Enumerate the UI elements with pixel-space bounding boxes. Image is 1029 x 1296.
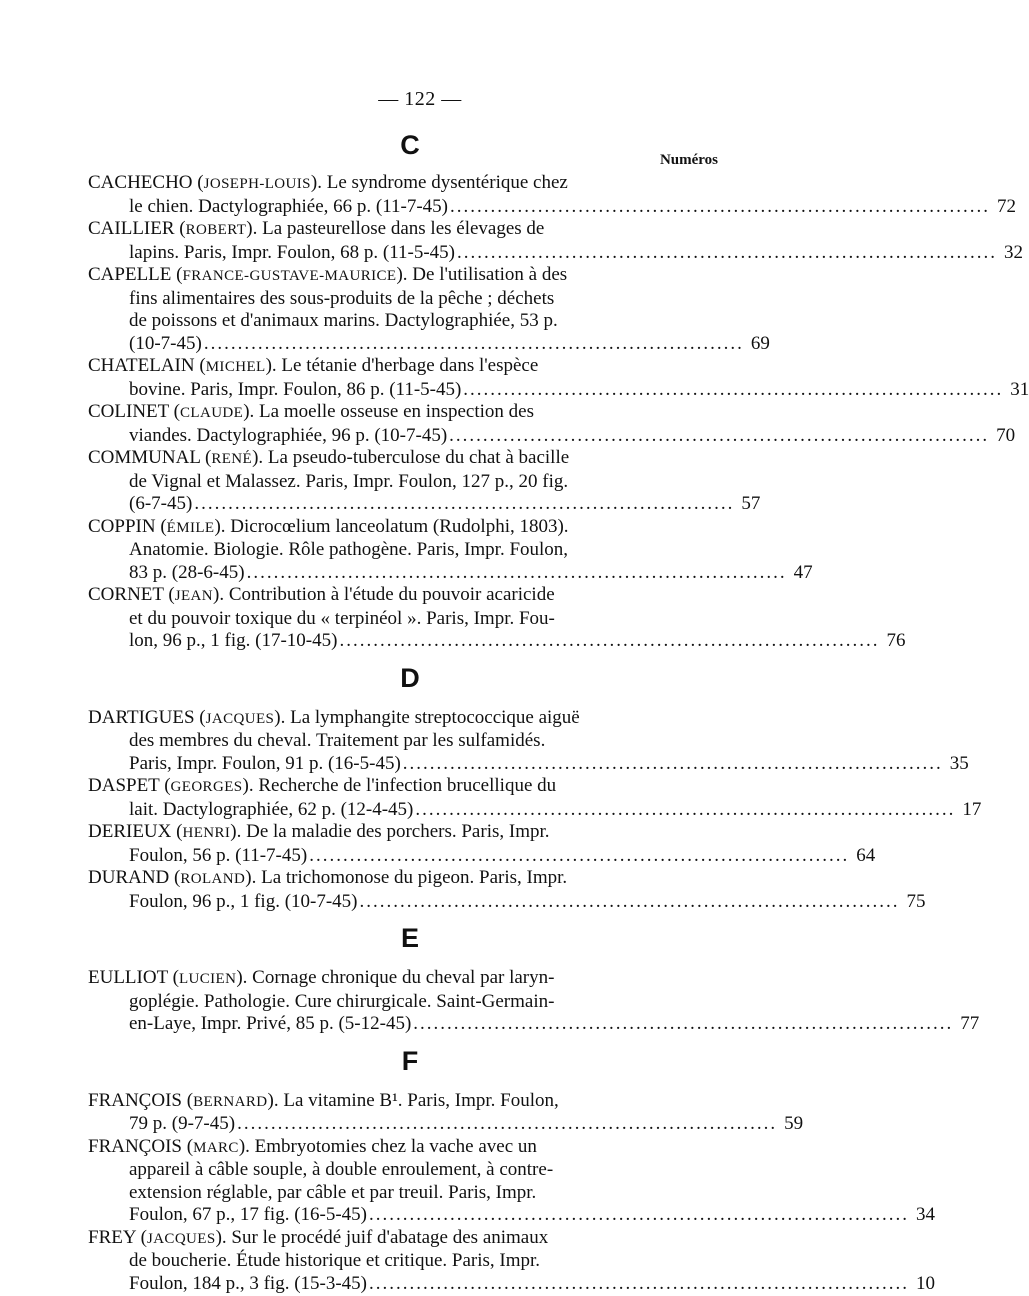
entry-line-text (129, 493, 192, 516)
entry-line (88, 401, 712, 425)
author-firstname: BERNARD (193, 1093, 268, 1110)
entry-line (88, 218, 712, 242)
entry-line (88, 707, 712, 731)
entry-text: ). Le tétanie d'herbage dans l'espèce (265, 355, 539, 376)
author-paren: ( (171, 821, 183, 842)
entry-line-text (129, 1113, 235, 1136)
author-surname: DASPET (88, 775, 160, 796)
author-surname: DARTIGUES (88, 706, 195, 728)
author-surname: FRANÇOIS (88, 1135, 182, 1157)
author-paren: ( (171, 264, 183, 285)
entry-line-text (129, 242, 455, 265)
author-paren: ( (155, 515, 167, 537)
entry-line-text (129, 845, 307, 868)
entry-line (88, 332, 770, 356)
entry-line-text (129, 630, 337, 653)
entry-number: 47 (793, 561, 813, 583)
entry-text: de Vignal et Malassez. Paris, Impr. Foulon, 127 p., 20 fig. (129, 470, 569, 492)
entry-line-text (129, 891, 358, 914)
entry-line (88, 752, 969, 776)
entry-text: ). Dicrocœlium lanceolatum (Rudolphi, 1803). (214, 515, 569, 537)
entry-text: ). De la maladie des porchers. Paris, Impr. (230, 821, 550, 842)
entry-line (88, 1204, 936, 1227)
entry-line (88, 1159, 712, 1182)
entry-text: (6-7-45) (129, 493, 193, 514)
entry-text: ). Sur le procédé juif d'abatage des animaux (215, 1226, 549, 1248)
index-body (88, 130, 1029, 1295)
author-surname: COMMUNAL (88, 447, 201, 468)
entry-line (88, 1182, 712, 1205)
author-firstname: FRANCE-GUSTAVE-MAURICE (182, 268, 397, 284)
author-firstname: MICHEL (205, 359, 266, 375)
author-paren: ( (159, 775, 171, 796)
leader-dots: ................................................................................ (359, 890, 900, 912)
entry-line (88, 584, 712, 608)
entry-line (88, 608, 712, 631)
entry-text: lon, 96 p., 1 fig. (17-10-45) (129, 630, 338, 651)
entry-number: 34 (916, 1204, 936, 1225)
entry-number: 72 (997, 195, 1017, 217)
author-paren: ( (192, 172, 204, 193)
entry-text: viandes. Dactylographiée, 96 p. (10-7-45) (129, 424, 448, 446)
leader-dots: ................................................................................ (246, 561, 787, 583)
entry-line-text (129, 799, 413, 822)
entry-text: bovine. Paris, Impr. Foulon, 86 p. (11-5-45) (129, 378, 462, 400)
author-firstname: ROBERT (185, 222, 247, 238)
entry-line (88, 1013, 980, 1036)
entry-text: ). Contribution à l'étude du pouvoir acaricide (213, 584, 555, 605)
numbers-column-heading: Numéros (659, 152, 718, 168)
author-surname: CHATELAIN (88, 355, 195, 376)
entry-line-text (129, 196, 448, 219)
author-surname: CACHECHO (88, 172, 193, 193)
entry-text: Foulon, 96 p., 1 fig. (10-7-45) (129, 890, 358, 912)
author-paren: ( (163, 584, 175, 605)
entry-text: 79 p. (9-7-45) (129, 1113, 236, 1134)
author-surname: FREY (88, 1226, 136, 1248)
entry-text: Anatomie. Biologie. Rôle pathogène. Paris, Impr. Foulon, (129, 539, 569, 560)
leader-dots: ................................................................................ (413, 1013, 954, 1034)
entry-text: ). Le syndrome dysentérique chez (310, 172, 568, 193)
entry-line (88, 310, 712, 333)
entry-text: ). La trichomonose du pigeon. Paris, Impr. (245, 867, 568, 888)
leader-dots: ................................................................................ (194, 493, 735, 514)
leader-dots: ................................................................................ (463, 378, 1004, 400)
entry-text: et du pouvoir toxique du « terpinéol ». Paris, Impr. Fou- (129, 607, 555, 629)
index-entry (88, 967, 980, 1036)
author-paren: ( (167, 967, 179, 988)
index-entry (88, 821, 876, 867)
author-paren: ( (169, 867, 181, 888)
section-letter: C (400, 130, 420, 160)
entry-text: goplégie. Pathologie. Cure chirurgicale. Saint-Germain- (129, 990, 555, 1012)
index-entry (88, 264, 770, 355)
author-firstname: ÉMILE (166, 519, 215, 536)
index-entry (88, 1226, 936, 1296)
entry-text: ). La moelle osseuse en inspection des (243, 401, 534, 422)
leader-dots: ................................................................................ (402, 752, 943, 774)
index-entry (88, 515, 813, 585)
entry-line (88, 821, 712, 845)
entry-text: fins alimentaires des sous-produits de la pêche ; déchets (129, 287, 555, 309)
author-paren: ( (194, 355, 206, 376)
index-entry (88, 401, 1016, 447)
author-firstname: JOSEPH-LOUIS (203, 176, 311, 192)
author-firstname: JEAN (174, 588, 214, 604)
page-number: — 122 — (378, 88, 462, 110)
entry-number: 35 (949, 752, 969, 774)
author-surname: COPPIN (88, 515, 156, 537)
entry-line (88, 630, 906, 653)
entry-line-text (129, 425, 447, 448)
entry-text: (10-7-45) (129, 332, 202, 354)
author-surname: DERIEUX (88, 821, 172, 842)
entry-number: 70 (996, 424, 1016, 446)
author-surname: FRANÇOIS (88, 1089, 182, 1111)
leader-dots: ................................................................................ (369, 1272, 910, 1294)
entry-line (88, 241, 1023, 265)
entry-line (88, 288, 712, 311)
entry-line (88, 730, 712, 753)
entry-number: 77 (960, 1013, 980, 1034)
entry-text: de poissons et d'animaux marins. Dactylographiée, 53 p. (129, 310, 558, 331)
author-paren: ( (174, 218, 186, 239)
entry-line (88, 1136, 712, 1160)
index-entry (88, 867, 926, 913)
entry-line (88, 195, 1017, 219)
entry-text: en-Laye, Impr. Privé, 85 p. (5-12-45) (129, 1013, 412, 1034)
author-firstname: CLAUDE (180, 405, 244, 421)
index-entry (88, 1135, 936, 1227)
entry-line-text (129, 333, 202, 356)
author-firstname: RENÉ (211, 451, 253, 467)
index-entry (88, 1089, 804, 1136)
leader-dots: ................................................................................ (237, 1113, 778, 1134)
author-firstname: ROLAND (180, 871, 246, 887)
entry-number: 32 (1003, 241, 1023, 263)
leader-dots: ................................................................................ (415, 798, 956, 820)
index-entry (88, 775, 982, 821)
author-firstname: HENRI (182, 825, 231, 841)
entry-line (88, 493, 761, 516)
entry-line (88, 447, 712, 471)
entry-line-text (129, 753, 401, 776)
author-paren: ( (181, 1089, 194, 1111)
author-firstname: MARC (193, 1139, 239, 1156)
leader-dots: ................................................................................ (456, 241, 997, 263)
index-entry (88, 584, 906, 653)
entry-number: 17 (962, 798, 982, 820)
entry-line (88, 991, 712, 1014)
entry-line (88, 561, 813, 585)
entry-line (88, 264, 712, 288)
entry-line (88, 1090, 712, 1114)
entry-line (88, 967, 712, 991)
section-letter: F (401, 1045, 419, 1076)
index-entry (88, 447, 761, 516)
entry-text: Foulon, 56 p. (11-7-45) (129, 844, 308, 866)
leader-dots: ................................................................................ (203, 332, 744, 354)
entry-line-text (129, 379, 461, 402)
entry-number: 10 (916, 1272, 936, 1294)
author-surname: CAILLIER (88, 218, 175, 239)
document-page (88, 88, 1029, 1295)
entry-line-text (129, 1204, 367, 1227)
entry-line-text (129, 562, 245, 585)
entry-line (88, 424, 1016, 448)
author-paren: ( (168, 401, 180, 422)
entry-text: Foulon, 67 p., 17 fig. (16-5-45) (129, 1204, 368, 1225)
entry-line-text (129, 1273, 367, 1296)
author-paren: ( (181, 1135, 194, 1157)
entry-line (88, 1272, 936, 1296)
author-surname: DURAND (88, 867, 170, 888)
entry-text: extension réglable, par câble et par treuil. Paris, Impr. (129, 1181, 537, 1203)
entry-line (88, 890, 926, 914)
leader-dots: ................................................................................ (449, 424, 990, 446)
entry-number: 31 (1010, 378, 1029, 400)
author-surname: CORNET (88, 584, 164, 605)
author-surname: CAPELLE (88, 264, 172, 285)
entry-number: 75 (906, 890, 926, 912)
entry-line (88, 471, 712, 494)
entry-text: ). La lymphangite streptococcique aiguë (274, 706, 580, 728)
entry-text: ). Cornage chronique du cheval par laryn- (236, 967, 555, 988)
entry-line-text (129, 1013, 411, 1036)
entry-text: ). La pasteurellose dans les élevages de (246, 218, 545, 239)
section-letter: E (400, 923, 419, 953)
entry-line (88, 844, 876, 868)
leader-dots: ................................................................................ (339, 630, 880, 651)
entry-line (88, 867, 712, 891)
entry-text: ). La vitamine B¹. Paris, Impr. Foulon, (267, 1089, 559, 1111)
entry-text: le chien. Dactylographiée, 66 p. (11-7-45) (129, 195, 449, 217)
index-entry (88, 355, 1029, 401)
index-entry (88, 218, 1023, 264)
entry-number: 76 (886, 630, 906, 651)
entry-line (88, 1250, 712, 1273)
entry-text: des membres du cheval. Traitement par les sulfamidés. (129, 730, 546, 751)
index-entry (88, 172, 1017, 218)
entry-text: lapins. Paris, Impr. Foulon, 68 p. (11-5-45) (129, 241, 455, 263)
author-paren: ( (194, 706, 206, 728)
author-firstname: LUCIEN (178, 971, 237, 987)
entry-text: ). La pseudo-tuberculose du chat à bacille (252, 447, 570, 468)
author-firstname: GEORGES (170, 779, 243, 795)
entry-text: Paris, Impr. Foulon, 91 p. (16-5-45) (129, 752, 401, 774)
entry-line (88, 355, 712, 379)
entry-line (88, 798, 982, 822)
entry-text: ). Recherche de l'infection brucellique du (242, 775, 557, 796)
section-letter: D (400, 662, 420, 693)
entry-text: lait. Dactylographiée, 62 p. (12-4-45) (129, 798, 414, 820)
author-surname: COLINET (88, 401, 169, 422)
entry-text: appareil à câble souple, à double enroulement, à contre- (129, 1159, 554, 1180)
entry-number: 59 (784, 1113, 804, 1134)
entry-line (88, 516, 712, 540)
entry-number: 69 (750, 332, 770, 354)
entry-text: ). Embryotomies chez la vache avec un (238, 1135, 537, 1157)
entry-text: de boucherie. Étude historique et critique. Paris, Impr. (129, 1250, 541, 1271)
author-firstname: JACQUES (146, 1230, 216, 1247)
entry-text: Foulon, 184 p., 3 fig. (15-3-45) (129, 1272, 368, 1294)
leader-dots: ................................................................................ (309, 844, 850, 866)
author-paren: ( (200, 447, 212, 468)
leader-dots: ................................................................................ (450, 195, 991, 217)
author-firstname: JACQUES (205, 710, 275, 727)
entry-text: 83 p. (28-6-45) (129, 561, 245, 583)
entry-line (88, 378, 1029, 402)
entry-line (88, 775, 712, 799)
entry-line (88, 172, 712, 196)
author-paren: ( (135, 1226, 147, 1248)
entry-line (88, 539, 712, 562)
author-surname: EULLIOT (88, 967, 168, 988)
leader-dots: ................................................................................ (369, 1204, 910, 1225)
entry-line (88, 1113, 804, 1136)
entry-text: ). De l'utilisation à des (396, 264, 568, 285)
entry-number: 64 (856, 844, 876, 866)
entry-number: 57 (741, 493, 761, 514)
entry-line (88, 1227, 712, 1251)
index-entry (88, 706, 969, 776)
